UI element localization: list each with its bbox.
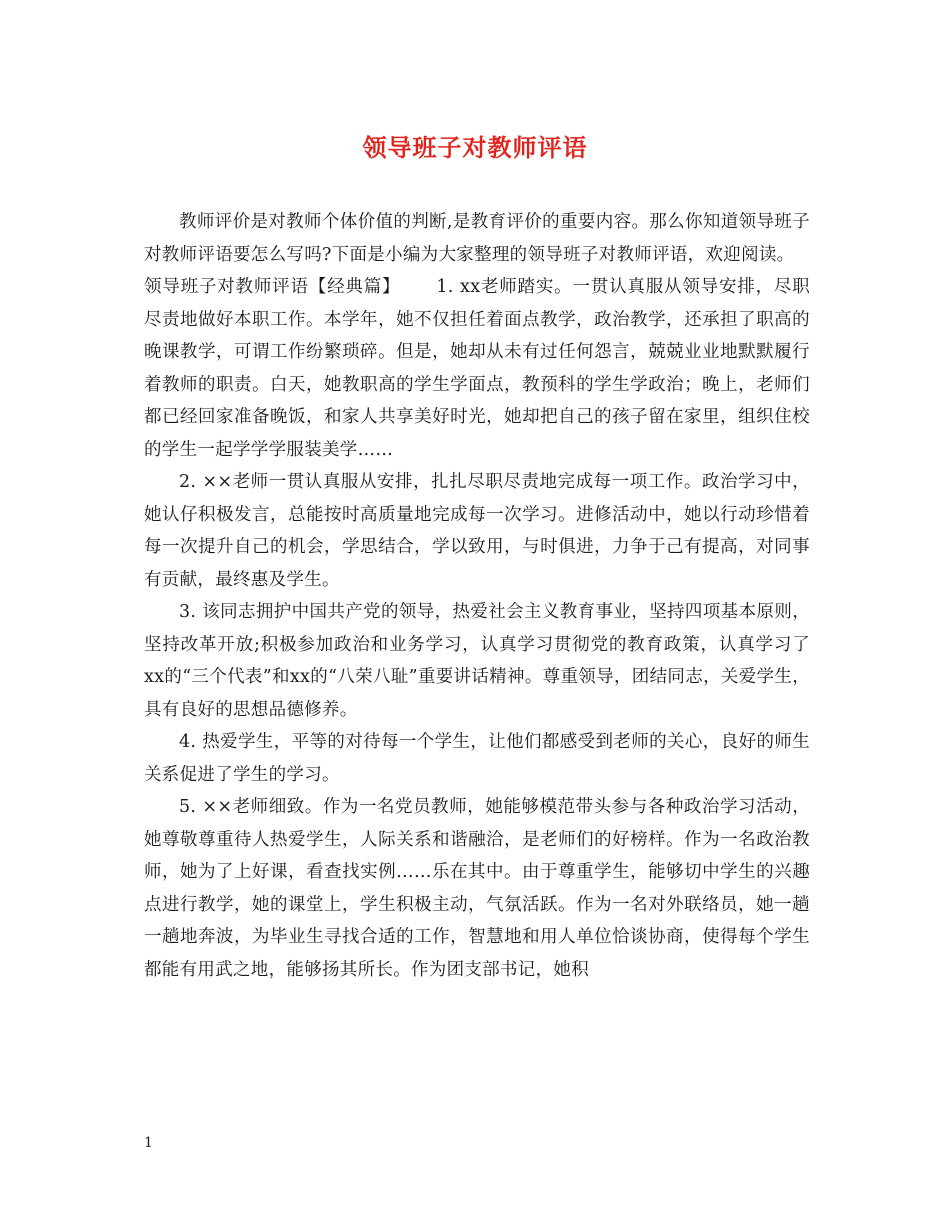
document-title: 领导班子对教师评语	[362, 133, 588, 162]
page-number: 1	[144, 1135, 153, 1151]
intro-paragraph: 教师评价是对教师个体价值的判断,是教育评价的重要内容。那么你知道领导班子对教师评语要怎么写吗?下面是小编为大家整理的领导班子对教师评语，欢迎阅读。	[144, 212, 810, 265]
item-4-paragraph: 4. 热爱学生，平等的对待每一个学生，让他们都感受到老师的关心，良好的师生关系促进了学生的学习。	[144, 732, 810, 785]
document-body	[144, 206, 810, 986]
item-3-paragraph: 3. 该同志拥护中国共产党的领导，热爱社会主义教育事业，坚持四项基本原则，坚持改革开放;积极参加政治和业务学习，认真学习贯彻党的教育政策，认真学习了xx的“三个代表”和xx的“八荣八耻”重要讲话精神。尊重领导，团结同志，关爱学生，具有良好的思想品德修养。	[144, 602, 810, 720]
item-5-paragraph: 5. ××老师细致。作为一名党员教师，她能够模范带头参与各种政治学习活动，她尊敬尊重待人热爱学生，人际关系和谐融洽，是老师们的好榜样。作为一名政治教师，她为了上好课，看查找实例……乐在其中。由于尊重学生，能够切中学生的兴趣点进行教学，她的课堂上，学生积极主动，气氛活跃。作为一名对外联络员，她一趟一趟地奔波，为毕业生寻找合适的工作，智慧地和用人单位恰谈协商，使得每个学生都能有用武之地，能够扬其所长。作为团支部书记，她积	[144, 797, 810, 980]
item-2-paragraph: 2. ××老师一贯认真服从安排，扎扎尽职尽责地完成每一项工作。政治学习中，她认仔积极发言，总能按时高质量地完成每一次学习。进修活动中，她以行动珍惜着每一次提升自己的机会，学思结合，学以致用，与时俱进，力争于己有提高，对同事有贡献，最终惠及学生。	[144, 472, 810, 590]
item-1-paragraph	[144, 271, 810, 466]
item-1-text: 1. xx老师踏实。一贯认真服从领导安排，尽职尽责地做好本职工作。本学年，她不仅担任着面点教学，政治教学，还承担了职高的晚课教学，可谓工作纷繁琐碎。但是，她却从未有过任何怨言，兢兢业业地默默履行着教师的职责。白天，她教职高的学生学面点，教预科的学生学政治；晚上，老师们都已经回家准备晚饭，和家人共享美好时光，她却把自己的孩子留在家里，组织住校的学生一起学学学服装美学……	[144, 277, 810, 460]
section-heading: 领导班子对教师评语【经典篇】	[144, 277, 401, 297]
